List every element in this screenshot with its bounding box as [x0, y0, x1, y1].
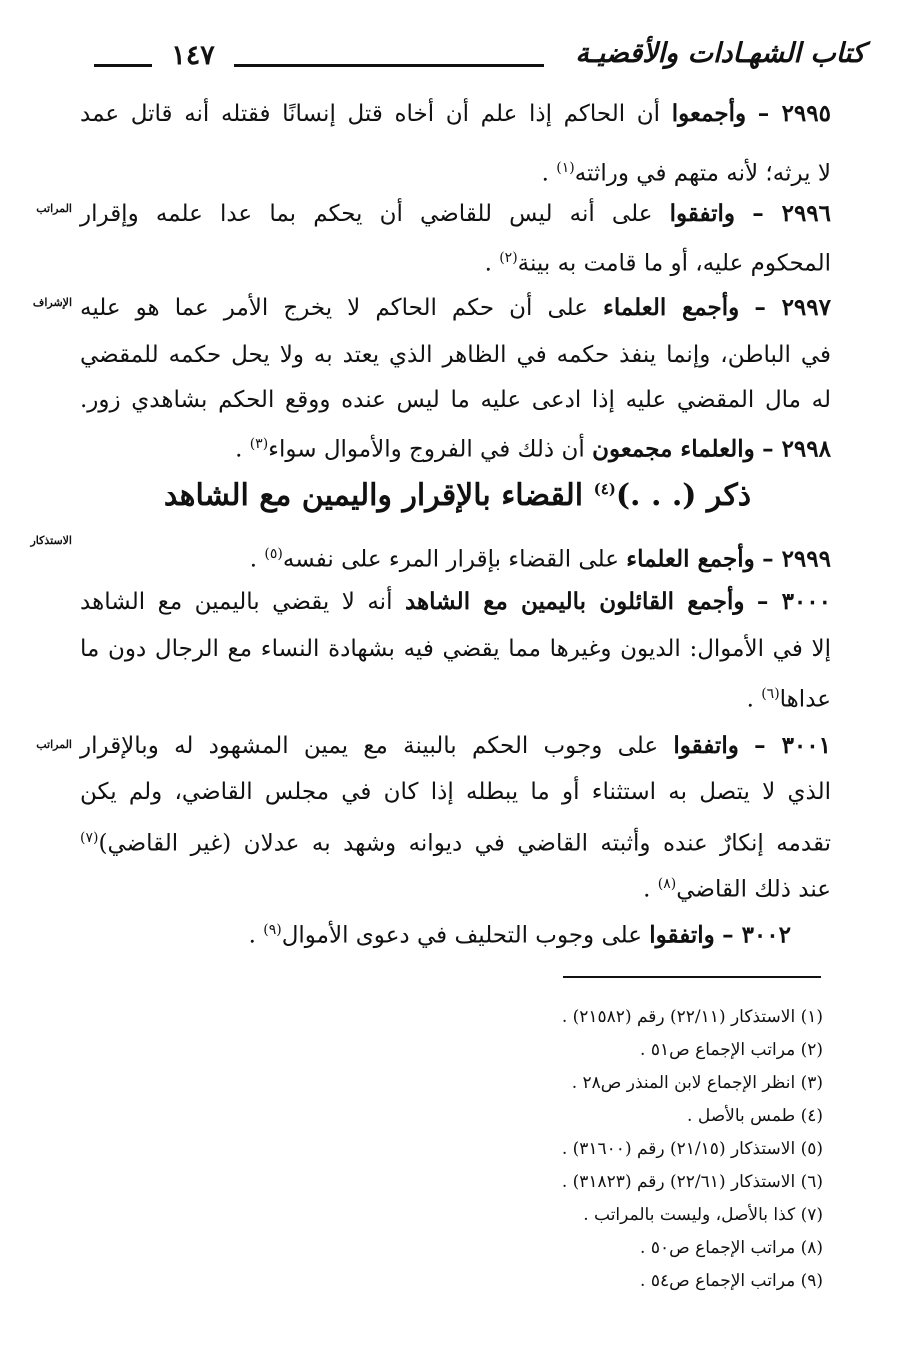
entry-3001-line-2 [80, 770, 831, 814]
entry-2997-line-3 [80, 378, 831, 422]
entry-lead: وأجمع العلماء [626, 545, 755, 573]
entry-text: أن الحاكم إذا علم أن أخاه قتل إنسانًا فقتله أنه قاتل عمد [80, 101, 661, 127]
footnote-1: (١) الاستذكار (٢٢/١١) رقم (٢١٥٨٢) . [561, 1007, 823, 1027]
entry-text: على وجوب الحكم بالبينة مع يمين المشهود له وبالإقرار [80, 733, 659, 759]
footnote-ref: (٨) [657, 876, 677, 892]
footnote-separator [563, 976, 821, 978]
footnote-9: (٩) مراتب الإجماع ص٥٤ . [640, 1271, 823, 1291]
entry-text: أن ذلك في الفروج والأموال سواء [268, 436, 585, 463]
entry-2996-line-1 [80, 192, 831, 236]
entry-number: ٢٩٩٩ – [762, 545, 831, 573]
header-rule-right [234, 64, 544, 67]
heading-title: القضاء بالإقرار واليمين مع الشاهد [163, 478, 584, 513]
entry-text: على أنه ليس للقاضي أن يحكم بما عدا علمه وإقرار [80, 201, 653, 227]
header-rule-left [94, 64, 152, 67]
entry-number: ٢٩٩٧ – [754, 294, 831, 321]
entry-number: ٢٩٩٦ – [752, 200, 832, 227]
entry-number: ٣٠٠٠ – [756, 588, 831, 615]
entry-lead: واتفقوا [669, 200, 736, 227]
footnote-ref: (٦) [761, 686, 780, 702]
page-number: ١٤٧ [171, 40, 215, 71]
footnote-5: (٥) الاستذكار (٢١/١٥) رقم (٣١٦٠٠) . [561, 1139, 823, 1159]
entry-text: المحكوم عليه، أو ما قامت به بينة [517, 250, 831, 277]
entry-3002-line-1: ٣٠٠٢ – واتفقوا على وجوب التحليف في دعوى الأموال$^{(٩)}$ . [248, 921, 791, 949]
entry-3001-line-4: عند ذلك القاضي$^{(٨)}$ . [643, 876, 831, 903]
margin-note-maratib: المراتب [36, 202, 72, 215]
footnote-3: (٣) انظر الإجماع لابن المنذر ص٢٨ . [571, 1073, 823, 1093]
entry-number: ٢٩٩٨ – [762, 435, 831, 463]
entry-3001-line-1 [80, 724, 831, 768]
entry-2996-line-2: المحكوم عليه، أو ما قامت به بينة$^{(٢)}$ . [484, 250, 831, 277]
entry-text: عداها [779, 686, 831, 713]
entry-text: على وجوب التحليف في دعوى الأموال [281, 922, 642, 949]
footnote-ref: (٧) [80, 830, 99, 846]
entry-number: ٣٠٠٢ – [722, 921, 791, 949]
entry-text: لا يرثه؛ لأنه متهم في وراثته [574, 160, 831, 187]
entry-text: أنه لا يقضي باليمين مع الشاهد [80, 589, 393, 615]
footnote-ref: (٥) [264, 546, 283, 562]
entry-text: على القضاء بإقرار المرء على نفسه [282, 546, 619, 573]
entry-2999-line-1: ٢٩٩٩ – وأجمع العلماء على القضاء بإقرار المرء على نفسه$^{(٥)}$ . [249, 545, 831, 573]
entry-number: ٣٠٠١ – [754, 732, 831, 759]
entry-3000-line-2 [80, 627, 831, 671]
heading-prefix: ذكر (. . .) [615, 478, 752, 513]
entry-text: له مال المقضي عليه إذا ادعى عليه ما ليس عنده ووقع الحكم بشاهدي زور. [80, 387, 831, 413]
book-title: كتاب الشهـادات والأقضيـة [575, 38, 865, 69]
entry-lead: وأجمع العلماء [603, 294, 740, 321]
margin-note-ishraf: الإشراف [32, 296, 72, 309]
footnote-6: (٦) الاستذكار (٢٢/٦١) رقم (٣١٨٢٣) . [561, 1172, 823, 1192]
margin-note-maratib-2: المراتب [36, 738, 72, 751]
footnote-8: (٨) مراتب الإجماع ص٥٠ . [640, 1238, 823, 1258]
footnote-ref: (٩) [263, 922, 282, 938]
entry-2998-line-1: ٢٩٩٨ – والعلماء مجمعون أن ذلك في الفروج والأموال سواء$^{(٣)}$ . [235, 435, 831, 463]
entry-2995-line-1 [80, 92, 831, 136]
footnote-2: (٢) مراتب الإجماع ص٥١ . [640, 1040, 823, 1060]
entry-text: الذي لا يتصل به استثناء أو ما يبطله إذا كان في مجلس القاضي، ولم يكن [80, 779, 831, 805]
entry-2997-line-2 [80, 333, 831, 377]
entry-text: عند ذلك القاضي [676, 876, 831, 903]
entry-lead: واتفقوا [673, 732, 739, 759]
entry-lead: والعلماء مجمعون [592, 435, 755, 463]
footnote-7: (٧) كذا بالأصل، وليست بالمراتب . [583, 1205, 823, 1225]
section-heading [160, 478, 755, 513]
margin-note-istidhkar: الاستذكار [30, 534, 72, 547]
footnote-4: (٤) طمس بالأصل . [687, 1106, 823, 1126]
entry-text: في الباطن، وإنما ينفذ حكمه في الظاهر الذي يعتد به ولا يحل حكمه للمقضي [80, 342, 831, 368]
entry-lead: وأجمع القائلون باليمين مع الشاهد [404, 588, 745, 615]
entry-3001-line-3 [80, 816, 831, 860]
entry-text: تقدمه إنكارٌ عنده وأثبته القاضي في ديوانه وشهد به عدلان (غير القاضي) [98, 830, 831, 857]
entry-3000-line-3: عداها$^{(٦)}$ . [746, 686, 831, 713]
footnote-ref: (١) [556, 160, 575, 176]
entry-3000-line-1 [80, 580, 831, 624]
entry-lead: وأجمعوا [671, 100, 747, 127]
footnote-ref: (٢) [499, 250, 518, 266]
entry-text: إلا في الأموال: الديون وغيرها مما يقضي فيه بشهادة النساء مع الرجال دون ما [80, 636, 831, 662]
entry-lead: واتفقوا [649, 921, 715, 949]
entry-2995-line-2: لا يرثه؛ لأنه متهم في وراثته$^{(١)}$ . [541, 160, 831, 187]
entry-number: ٢٩٩٥ – [757, 100, 831, 127]
footnote-ref: (٤) [593, 480, 616, 498]
footnote-ref: (٣) [249, 436, 269, 452]
entry-2997-line-1 [80, 286, 831, 330]
entry-text: على أن حكم الحاكم لا يخرج الأمر عما هو عليه [80, 295, 588, 321]
